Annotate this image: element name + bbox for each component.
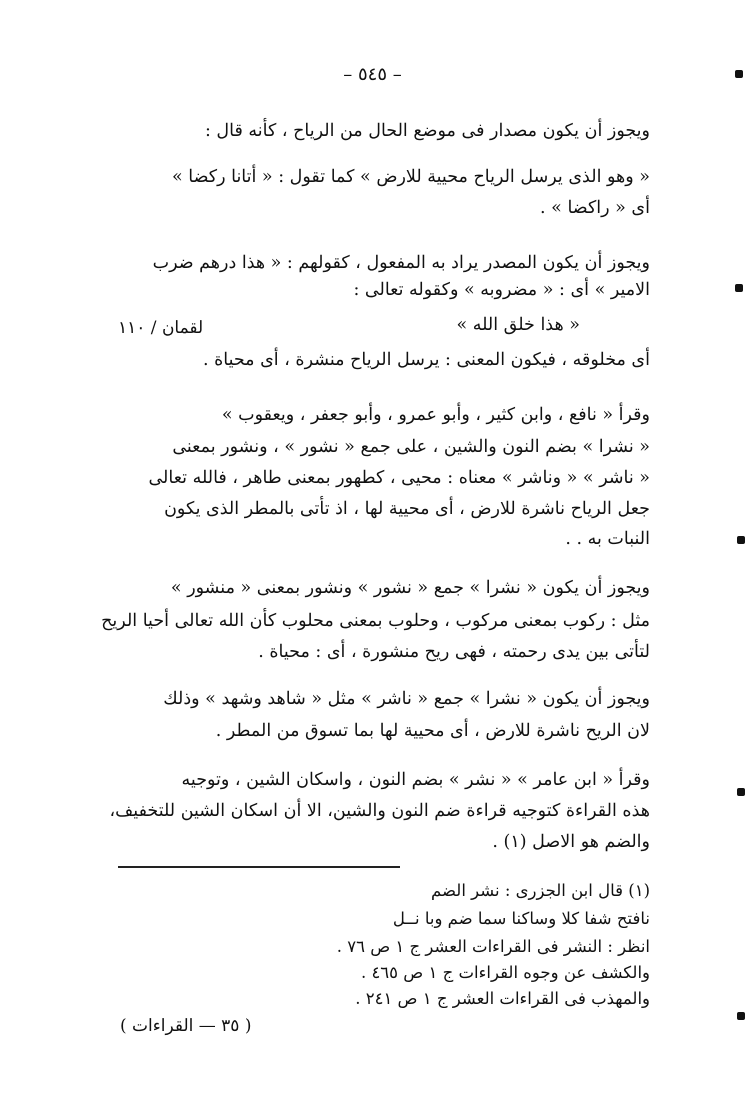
scan-edge-mark	[735, 284, 743, 292]
body-line: ويجوز أن يكون مصدار فى موضع الحال من الرياح ، كأنه قال :	[204, 121, 650, 141]
body-line: والضم هو الاصل (١) .	[492, 832, 650, 852]
scan-edge-mark	[737, 1012, 745, 1020]
body-line: « ناشر » « وناشر » معناه : محيى ، كطهور بمعنى طاهر ، فالله تعالى	[148, 468, 650, 488]
body-line: ويجوز أن يكون المصدر يراد به المفعول ، كقولهم : « هذا درهم ضرب	[152, 253, 650, 273]
footnote-line: والمهذب فى القراءات العشر ج ١ ص ٢٤١ .	[355, 989, 650, 1008]
body-line: ويجوز أن يكون « نشرا » جمع « نشور » ونشور بمعنى « منشور »	[170, 578, 650, 598]
body-line: ويجوز أن يكون « نشرا » جمع « ناشر » مثل « شاهد وشهد » وذلك	[163, 689, 650, 709]
footnote-line: (١) قال ابن الجزرى : نشر الضم	[431, 881, 650, 900]
body-line: الامير » أى : « مضروبه » وكقوله تعالى :	[353, 280, 650, 300]
scan-edge-mark	[737, 536, 745, 544]
body-line: النبات به . .	[565, 529, 650, 549]
verse-reference: لقمان / ١١٠	[118, 318, 204, 338]
quran-quote: « هذا خلق الله »	[456, 315, 580, 335]
scan-edge-mark	[737, 788, 745, 796]
page-number: – ٥٤٥ –	[343, 64, 402, 85]
book-signature: ( ٣٥ — القراءات )	[120, 1016, 252, 1036]
body-line: « نشرا » بضم النون والشين ، على جمع « نشور » ، ونشور بمعنى	[172, 437, 650, 457]
body-line: « وهو الذى يرسل الرياح محيية للارض » كما تقول : « أتانا ركضا »	[171, 167, 650, 187]
body-line: وقرأ « ابن عامر » « نشر » بضم النون ، واسكان الشين ، وتوجيه	[181, 770, 650, 790]
footnote-line: نافتح شفا كلا وساكنا سما ضم وبا نــل	[392, 909, 650, 928]
body-line: جعل الرياح ناشرة للارض ، أى محيية لها ، اذ تأتى بالمطر الذى يكون	[164, 499, 650, 519]
footnote-line: والكشف عن وجوه القراءات ج ١ ص ٤٦٥ .	[360, 963, 650, 982]
footnote-divider	[118, 866, 400, 868]
body-line: أى « راكضا » .	[540, 198, 650, 218]
body-line: وقرأ « نافع ، وابن كثير ، وأبو عمرو ، وأبو جعفر ، ويعقوب »	[221, 405, 650, 425]
body-line: لتأتى بين يدى رحمته ، فهى ريح منشورة ، أى : محياة .	[258, 642, 650, 662]
footnote-line: انظر : النشر فى القراءات العشر ج ١ ص ٧٦ .	[336, 937, 650, 956]
body-line: أى مخلوقه ، فيكون المعنى : يرسل الرياح منشرة ، أى محياة .	[202, 350, 650, 370]
scan-edge-mark	[735, 70, 743, 78]
body-line: لان الريح ناشرة للارض ، أى محيية لها بما تسوق من المطر .	[215, 721, 650, 741]
body-line: مثل : ركوب بمعنى مركوب ، وحلوب بمعنى محلوب كأن الله تعالى أحيا الريح	[101, 611, 650, 631]
body-line: هذه القراءة كتوجيه قراءة ضم النون والشين، الا أن اسكان الشين للتخفيف،	[109, 801, 650, 821]
